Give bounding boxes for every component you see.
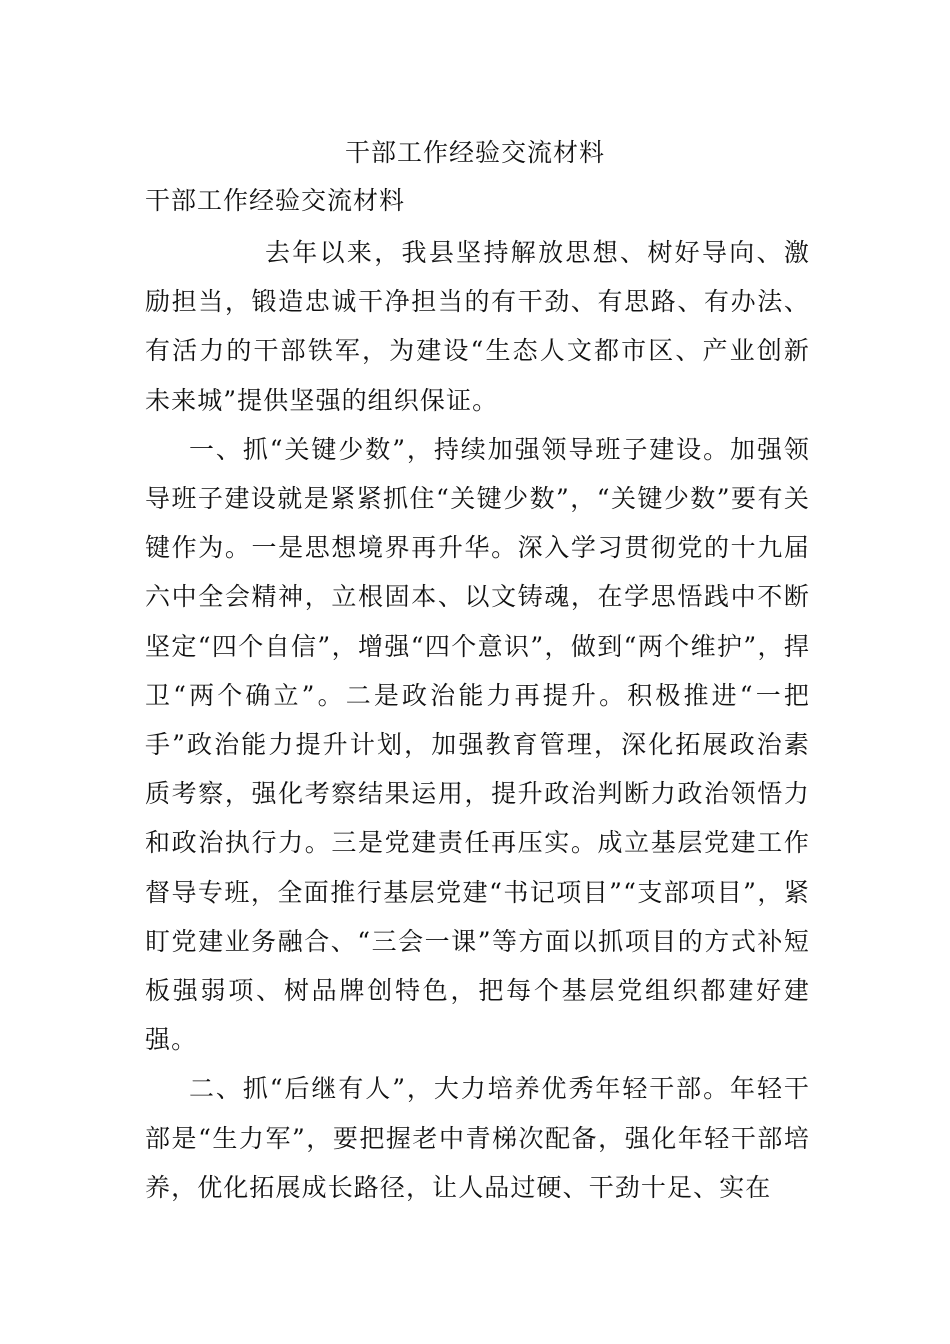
paragraph-section-two: 二、抓“后继有人”，大力培养优秀年轻干部。年轻干部是“生力军”，要把握老中青梯次配备，强化年轻干部培养，优化拓展成长路径，让人品过硬、干劲十足、实在 bbox=[145, 1074, 810, 1202]
paragraph-section-one: 一、抓“关键少数”，持续加强领导班子建设。加强领导班子建设就是紧紧抓住“关键少数”，“关键少数”要有关键作为。一是思想境界再升华。深入学习贯彻党的十九届六中全会精神，立根固本、以文铸魂，在学思悟践中不断坚定“四个自信”，增强“四个意识”，做到“两个维护”，捍卫“两个确立”。二是政治能力再提升。积极推进“一把手”政治能力提升计划，加强教育管理，深化拓展政治素质考察，强化考察结果运用，提升政治判断力政治领悟力和政治执行力。三是党建责任再压实。成立基层党建工作督导专班，全面推行基层党建“书记项目”“支部项目”，紧盯党建业务融合、“三会一课”等方面以抓项目的方式补短板强弱项、树品牌创特色，把每个基层党组织都建好建强。 bbox=[145, 434, 810, 1055]
document-body bbox=[145, 228, 810, 1212]
paragraph-intro: 去年以来，我县坚持解放思想、树好导向、激励担当，锻造忠诚干净担当的有干劲、有思路、有办法、有活力的干部铁军，为建设“生态人文都市区、产业创新未来城”提供坚强的组织保证。 bbox=[145, 238, 810, 415]
document-subtitle: 干部工作经验交流材料 bbox=[145, 186, 406, 215]
document-title: 干部工作经验交流材料 bbox=[344, 138, 605, 167]
